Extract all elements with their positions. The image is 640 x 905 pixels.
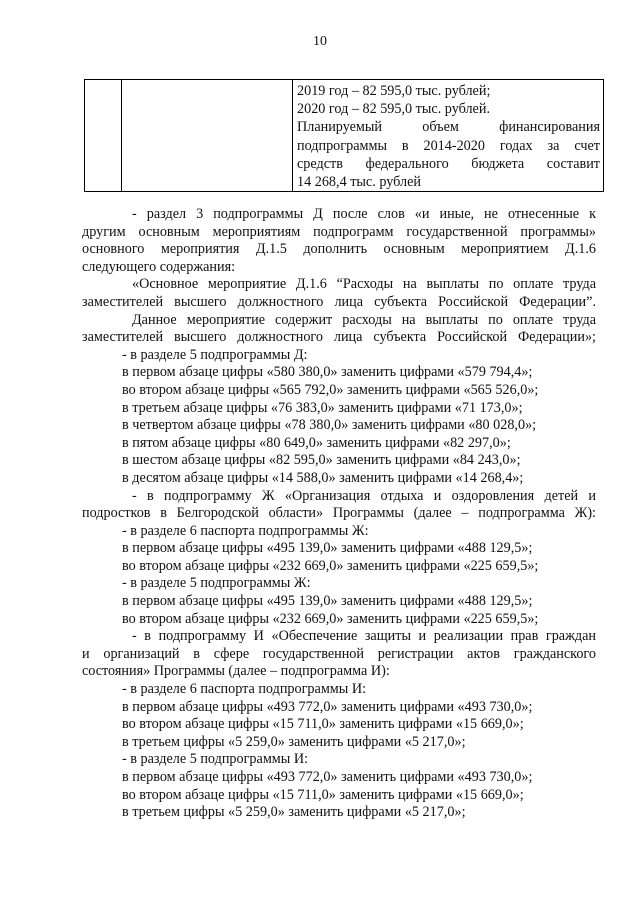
body-line: в шестом абзаце цифры «82 595,0» заменить цифрами «84 243,0»;: [122, 452, 521, 469]
table-cell-empty-2: [122, 80, 293, 192]
body-line: во втором абзаце цифры «232 669,0» заменить цифрами «225 659,5»;: [122, 557, 539, 574]
body-line: в третьем цифры «5 259,0» заменить цифрами «5 217,0»;: [122, 733, 466, 750]
table-line: подпрограммы в 2014-2020 годах за счет: [297, 137, 600, 154]
body-line: состояния» Программы (далее – подпрограмма И):: [82, 663, 390, 680]
body-line: заместителей высшего должностного лица субъекта Российской Федерации”.: [82, 293, 596, 310]
body-line: заместителей высшего должностного лица субъекта Российской Федерации»;: [82, 329, 596, 346]
body-line: во втором абзаце цифры «565 792,0» заменить цифрами «565 526,0»;: [122, 381, 539, 398]
body-line: Данное мероприятие содержит расходы на выплаты по оплате труда: [132, 311, 596, 328]
body-line: во втором абзаце цифры «232 669,0» заменить цифрами «225 659,5»;: [122, 610, 539, 627]
body-line: - в разделе 5 подпрограммы Д:: [122, 346, 308, 363]
document-body: [82, 206, 596, 822]
body-line: - в разделе 6 паспорта подпрограммы И:: [122, 681, 367, 698]
table-line: средств федерального бюджета составит: [297, 155, 600, 172]
page-number: 10: [313, 34, 327, 49]
body-line: - в подпрограмму И «Обеспечение защиты и реализации прав граждан: [132, 628, 596, 645]
table-cell-financing: [293, 80, 604, 192]
table-line: 2020 год – 82 595,0 тыс. рублей.: [297, 101, 490, 118]
financing-table: [84, 79, 604, 192]
body-line: - раздел 3 подпрограммы Д после слов «и иные, не отнесенные к: [132, 206, 596, 222]
body-line: во втором абзаце цифры «15 711,0» заменить цифрами «15 669,0»;: [122, 716, 524, 733]
body-line: во втором абзаце цифры «15 711,0» заменить цифрами «15 669,0»;: [122, 786, 524, 803]
body-line: подростков в Белгородской области» Программы (далее – подпрограмма Ж):: [82, 505, 596, 522]
body-line: в первом абзаце цифры «495 139,0» заменить цифрами «488 129,5»;: [122, 593, 533, 610]
body-line: в третьем абзаце цифры «76 383,0» заменить цифрами «71 173,0»;: [122, 399, 523, 416]
body-line: в третьем цифры «5 259,0» заменить цифрами «5 217,0»;: [122, 804, 466, 821]
body-line: в первом абзаце цифры «580 380,0» заменить цифрами «579 794,4»;: [122, 364, 533, 381]
body-line: - в подпрограмму Ж «Организация отдыха и оздоровления детей и: [132, 487, 596, 504]
body-line: в пятом абзаце цифры «80 649,0» заменить цифрами «82 297,0»;: [122, 434, 511, 451]
body-line: - в разделе 5 подпрограммы Ж:: [122, 575, 311, 592]
body-line: следующего содержания:: [82, 258, 236, 275]
body-line: основного мероприятия Д.1.5 дополнить основным мероприятием Д.1.6: [82, 241, 596, 258]
table-cell-empty-1: [85, 80, 122, 192]
body-line: и организаций в сфере государственной регистрации актов гражданского: [82, 645, 596, 662]
body-line: «Основное мероприятие Д.1.6 “Расходы на выплаты по оплате труда: [132, 276, 596, 293]
body-line: в первом абзаце цифры «493 772,0» заменить цифрами «493 730,0»;: [122, 769, 533, 785]
body-line: в первом абзаце цифры «495 139,0» заменить цифрами «488 129,5»;: [122, 540, 533, 557]
body-line: - в разделе 5 подпрограммы И:: [122, 751, 309, 768]
body-line: в четвертом абзаце цифры «78 380,0» заменить цифрами «80 028,0»;: [122, 417, 537, 434]
body-line: в десятом абзаце цифры «14 588,0» заменить цифрами «14 268,4»;: [122, 469, 524, 486]
table-line: 2019 год – 82 595,0 тыс. рублей;: [297, 83, 491, 99]
table-line: Планируемый объем финансирования: [297, 119, 600, 136]
body-line: другим основным мероприятиям подпрограмм государственной программы»: [82, 223, 596, 240]
body-line: в первом абзаце цифры «493 772,0» заменить цифрами «493 730,0»;: [122, 698, 533, 715]
body-line: - в разделе 6 паспорта подпрограммы Ж:: [122, 522, 369, 539]
table-line: 14 268,4 тыс. рублей: [297, 174, 421, 191]
